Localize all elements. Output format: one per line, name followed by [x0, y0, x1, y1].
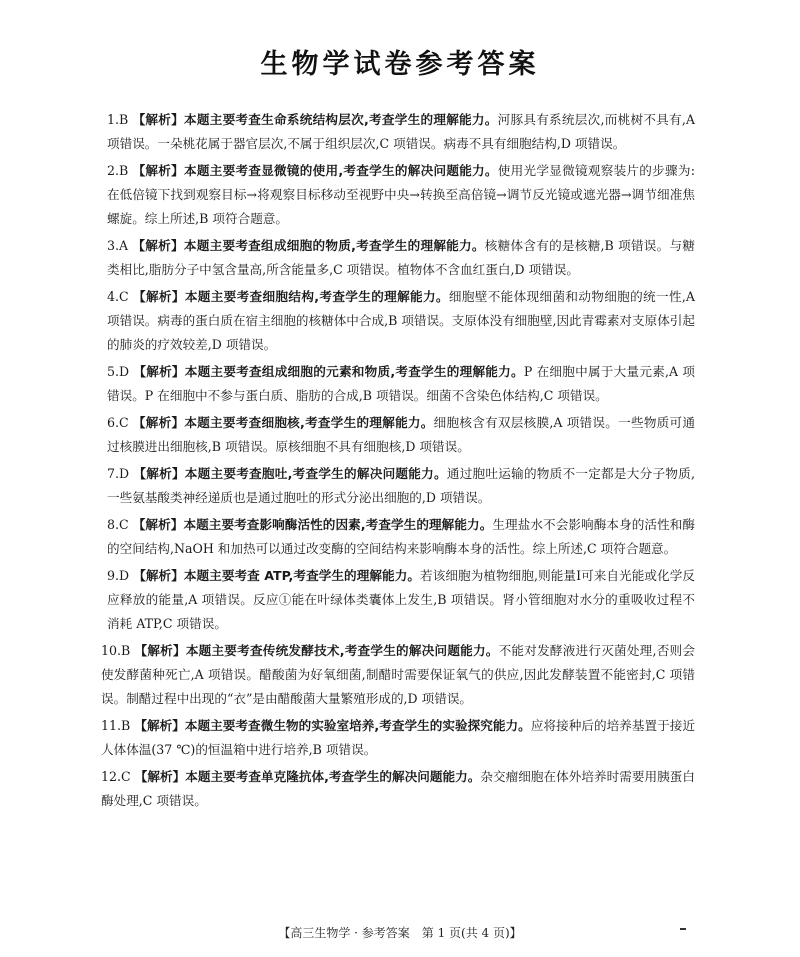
explanation: P 在细胞中属于大量元素,A 项错误。P 在细胞中不参与蛋白质、脂肪的合成,B 项错误。细菌不含染色体结构,C 项错误。: [107, 364, 695, 403]
explanation: 河豚具有系统层次,而桃树不具有,A 项错误。一朵桃花属于器官层次,不属于组织层次,C 项错误。病毒不具有细胞结构,D 项错误。: [107, 112, 695, 151]
answer-item-2: [107, 159, 695, 231]
analysis-tag: 【解析】: [132, 163, 185, 178]
question-focus: 本题主要考查生命系统结构层次,考查学生的理解能力。: [184, 112, 498, 127]
answer-number: 8.C: [107, 517, 129, 532]
answer-item-1: [107, 108, 695, 156]
answer-number: 7.D: [107, 466, 130, 481]
question-focus: 本题主要考查组成细胞的物质,考查学生的理解能力。: [183, 238, 485, 253]
answer-number: 4.C: [107, 289, 129, 304]
answer-number: 3.A: [107, 238, 129, 253]
explanation: 若该细胞为植物细胞,则能量Ⅰ可来自光能或化学反应释放的能量,A 项错误。反应①能在叶绿体类囊体上发生,B 项错误。肾小管细胞对水分的重吸收过程不消耗 ATP,C 项错误。: [107, 568, 695, 631]
explanation: 核糖体含有的是核糖,B 项错误。与糖类相比,脂肪分子中氢含量高,所含能量多,C 项错误。植物体不含血红蛋白,D 项错误。: [107, 238, 695, 277]
explanation: 应将接种后的培养基置于接近人体体温(37 ℃)的恒温箱中进行培养,B 项错误。: [101, 718, 696, 757]
answer-item-6: [107, 411, 695, 459]
answer-item-12: [101, 765, 695, 813]
analysis-tag: 【解析】: [133, 568, 184, 583]
analysis-tag: 【解析】: [132, 112, 184, 127]
page-title: 生物学试卷参考答案: [260, 49, 540, 80]
answer-item-8: [107, 513, 695, 561]
analysis-tag: 【解析】: [133, 289, 185, 304]
question-focus: 本题主要考查单克隆抗体,考查学生的解决问题能力。: [185, 769, 481, 784]
analysis-tag: 【解析】: [134, 769, 186, 784]
answer-list: [101, 108, 696, 816]
answer-item-11: [101, 714, 695, 762]
question-focus: 本题主要考查胞吐,考查学生的解决问题能力。: [184, 466, 447, 481]
answer-item-7: [107, 462, 695, 510]
explanation: 不能对发酵液进行灭菌处理,否则会使发酵菌种死亡,A 项错误。醋酸菌为好氧细菌,制醋时需要保证氧气的供应,因此发酵装置不能密封,C 项错误。制醋过程中出现的“衣”是由醋酸菌大量繁殖形成的,D 项错误。: [101, 643, 695, 706]
analysis-tag: 【解析】: [134, 718, 185, 733]
question-focus: 本题主要考查微生物的实验室培养,考查学生的实验探究能力。: [184, 718, 531, 733]
answer-item-3: [107, 234, 695, 282]
explanation: 生理盐水不会影响酶本身的活性和酶的空间结构,NaOH 和加热可以通过改变酶的空间结构来影响酶本身的活性。综上所述,C 项符合题意。: [107, 517, 696, 556]
analysis-tag: 【解析】: [133, 364, 185, 379]
question-focus: 本题主要考查影响酶活性的因素,考查学生的理解能力。: [183, 517, 493, 532]
answer-item-5: [107, 360, 695, 408]
answer-number: 11.B: [101, 718, 131, 733]
explanation: 细胞核含有双层核膜,A 项错误。一些物质可通过核膜进出细胞核,B 项错误。原核细胞不具有细胞核,D 项错误。: [107, 415, 695, 454]
answer-number: 5.D: [107, 364, 130, 379]
answer-item-4: [107, 285, 695, 357]
analysis-tag: 【解析】: [134, 643, 186, 658]
answer-number: 9.D: [107, 568, 130, 583]
question-focus: 本题主要考查组成细胞的元素和物质,考查学生的理解能力。: [184, 364, 524, 379]
answer-number: 12.C: [101, 769, 131, 784]
analysis-tag: 【解析】: [133, 466, 185, 481]
answer-item-10: [101, 639, 695, 711]
question-focus: 本题主要考查显微镜的使用,考查学生的解决问题能力。: [184, 163, 498, 178]
analysis-tag: 【解析】: [132, 238, 184, 253]
analysis-tag: 【解析】: [132, 415, 185, 430]
answer-number: 6.C: [107, 415, 129, 430]
explanation: 细胞壁不能体现细菌和动物细胞的统一性,A 项错误。病毒的蛋白质在宿主细胞的核糖体中合成,B 项错误。支原体没有细胞壁,因此青霉素对支原体引起的肺炎的疗效较差,D 项错误。: [107, 289, 695, 352]
question-focus: 本题主要考查传统发酵技术,考查学生的解决问题能力。: [185, 643, 499, 658]
explanation: 使用光学显微镜观察装片的步骤为:在低倍镜下找到观察目标→将观察目标移动至视野中央→转换至高倍镜→调节反光镜或遮光器→调节细准焦螺旋。综上所述,B 项符合题意。: [107, 163, 695, 226]
explanation: 通过胞吐运输的物质不一定都是大分子物质,一些氨基酸类神经递质也是通过胞吐的形式分泌出细胞的,D 项错误。: [107, 466, 695, 505]
answer-number: 10.B: [101, 643, 131, 658]
answer-number: 1.B: [107, 112, 129, 127]
page-footer: 【高三生物学 · 参考答案 第 1 页(共 4 页)】: [278, 926, 522, 940]
question-focus: 本题主要考查 ATP,考查学生的理解能力。: [183, 568, 421, 583]
footer-dash: [680, 928, 686, 930]
explanation: 杂交瘤细胞在体外培养时需要用胰蛋白酶处理,C 项错误。: [101, 769, 695, 808]
question-focus: 本题主要考查细胞结构,考查学生的理解能力。: [184, 289, 449, 304]
answer-item-9: [107, 564, 695, 636]
question-focus: 本题主要考查细胞核,考查学生的理解能力。: [184, 415, 434, 430]
analysis-tag: 【解析】: [132, 517, 184, 532]
answer-number: 2.B: [107, 163, 129, 178]
